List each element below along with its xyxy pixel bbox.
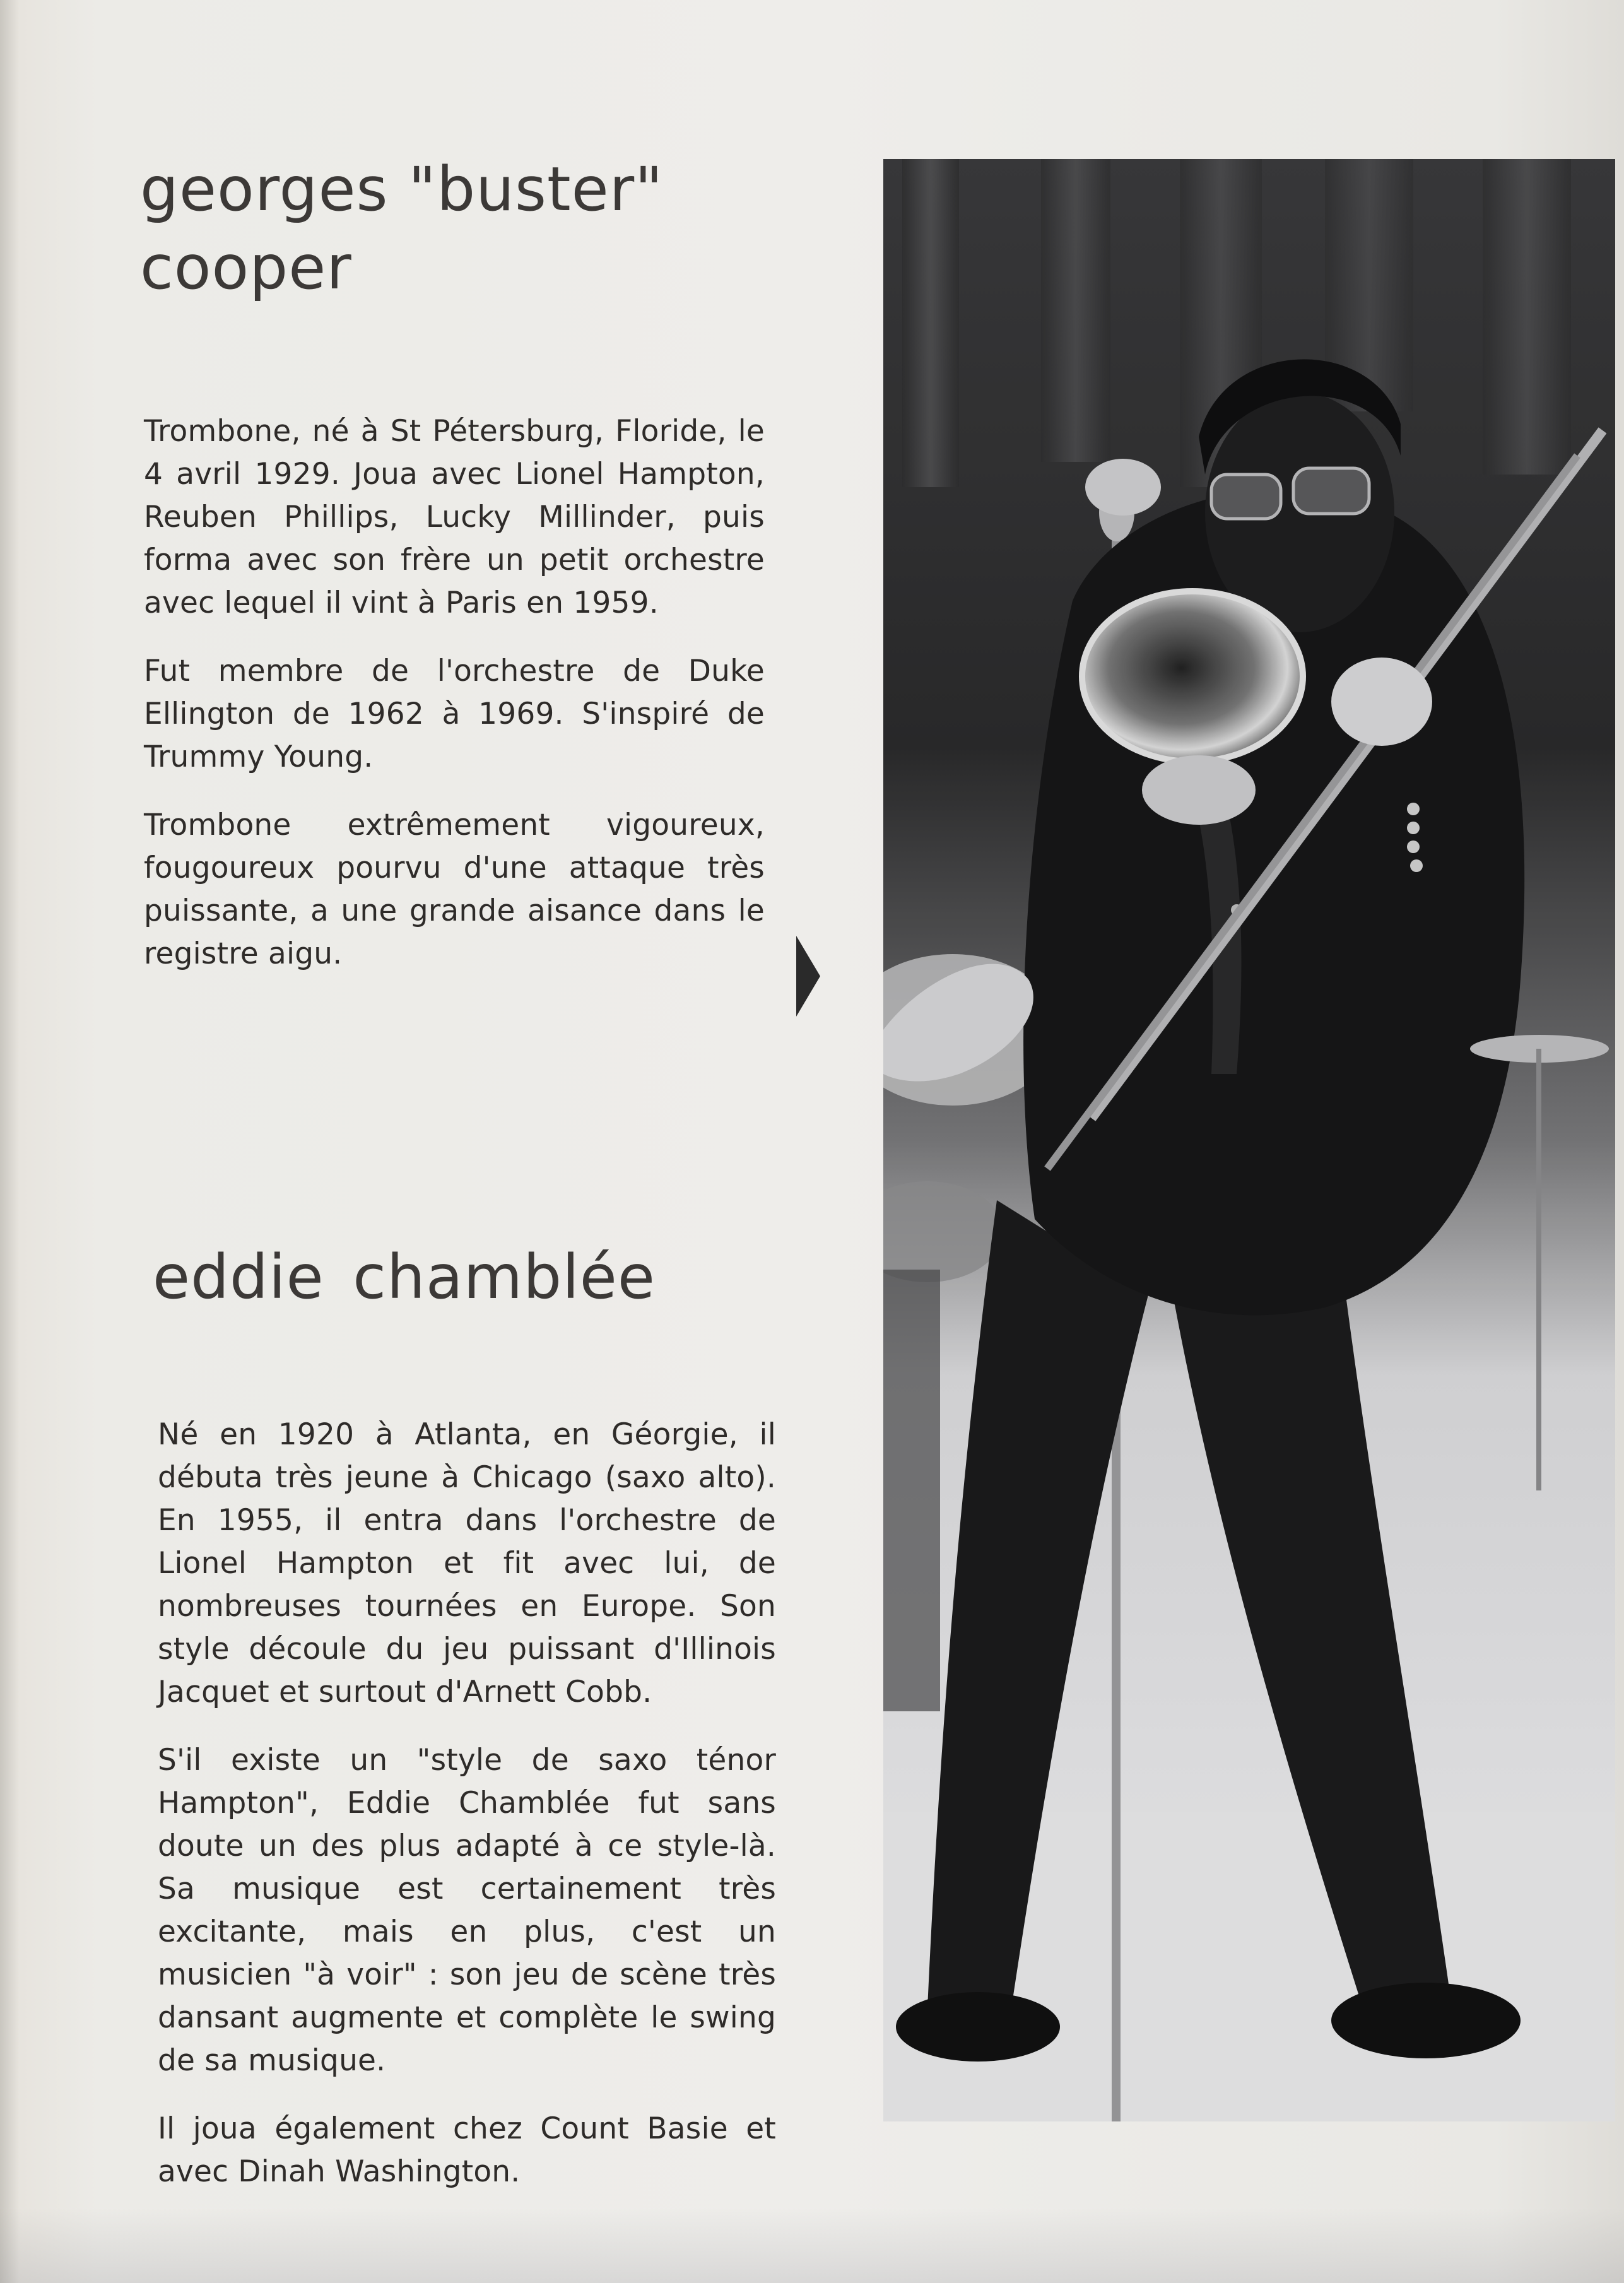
bio-paragraph: Fut membre de l'orchestre de Duke Ellington de 1962 à 1969. S'inspiré de Trummy Young.	[144, 654, 765, 774]
page-bottom-shadow	[0, 2207, 1624, 2283]
photo-illustration	[883, 159, 1615, 2121]
biography-cooper	[144, 410, 765, 1001]
pointer-arrow-icon	[796, 936, 820, 1017]
bio-paragraph: Il joua également chez Count Basie et avec Dinah Washington.	[158, 2111, 776, 2189]
bio-paragraph: Né en 1920 à Atlanta, en Géorgie, il débuta très jeune à Chicago (saxo alto). En 1955, il entra dans l'orchestre de Lionel Hampton et fit avec lui, de nombreuses tournées en Europe. Son style découle du jeu puissant d'Illinois Jacquet et surtout d'Arnett Cobb.	[158, 1417, 776, 1709]
name-line-1: georges "buster"	[140, 154, 664, 225]
biography-chamblee	[158, 1413, 776, 2219]
name-line-2: cooper	[140, 232, 352, 303]
bio-paragraph: Trombone, né à St Pétersburg, Floride, le 4 avril 1929. Joua avec Lionel Hampton, Reuben Phillips, Lucky Millinder, puis forma avec son frère un petit orchestre avec lequel il vint à Paris en 1959.	[144, 414, 765, 620]
bio-paragraph: S'il existe un "style de saxo ténor Hampton", Eddie Chamblée fut sans doute un des plus adapté à ce style-là. Sa musique est certainement très excitante, mais en plus, c'est un musicien "à voir" : son jeu de scène très dansant augmente et complète le swing de sa musique.	[158, 1743, 776, 2078]
musician-name-georges-buster-cooper	[140, 150, 771, 307]
bio-paragraph: Trombone extrêmement vigoureux, fougoureux pourvu d'une attaque très puissante, a une grande aisance dans le registre aigu.	[144, 808, 765, 971]
trombonist-photo	[883, 159, 1615, 2121]
musician-name-eddie-chamblee: eddie chamblée	[153, 1242, 656, 1313]
